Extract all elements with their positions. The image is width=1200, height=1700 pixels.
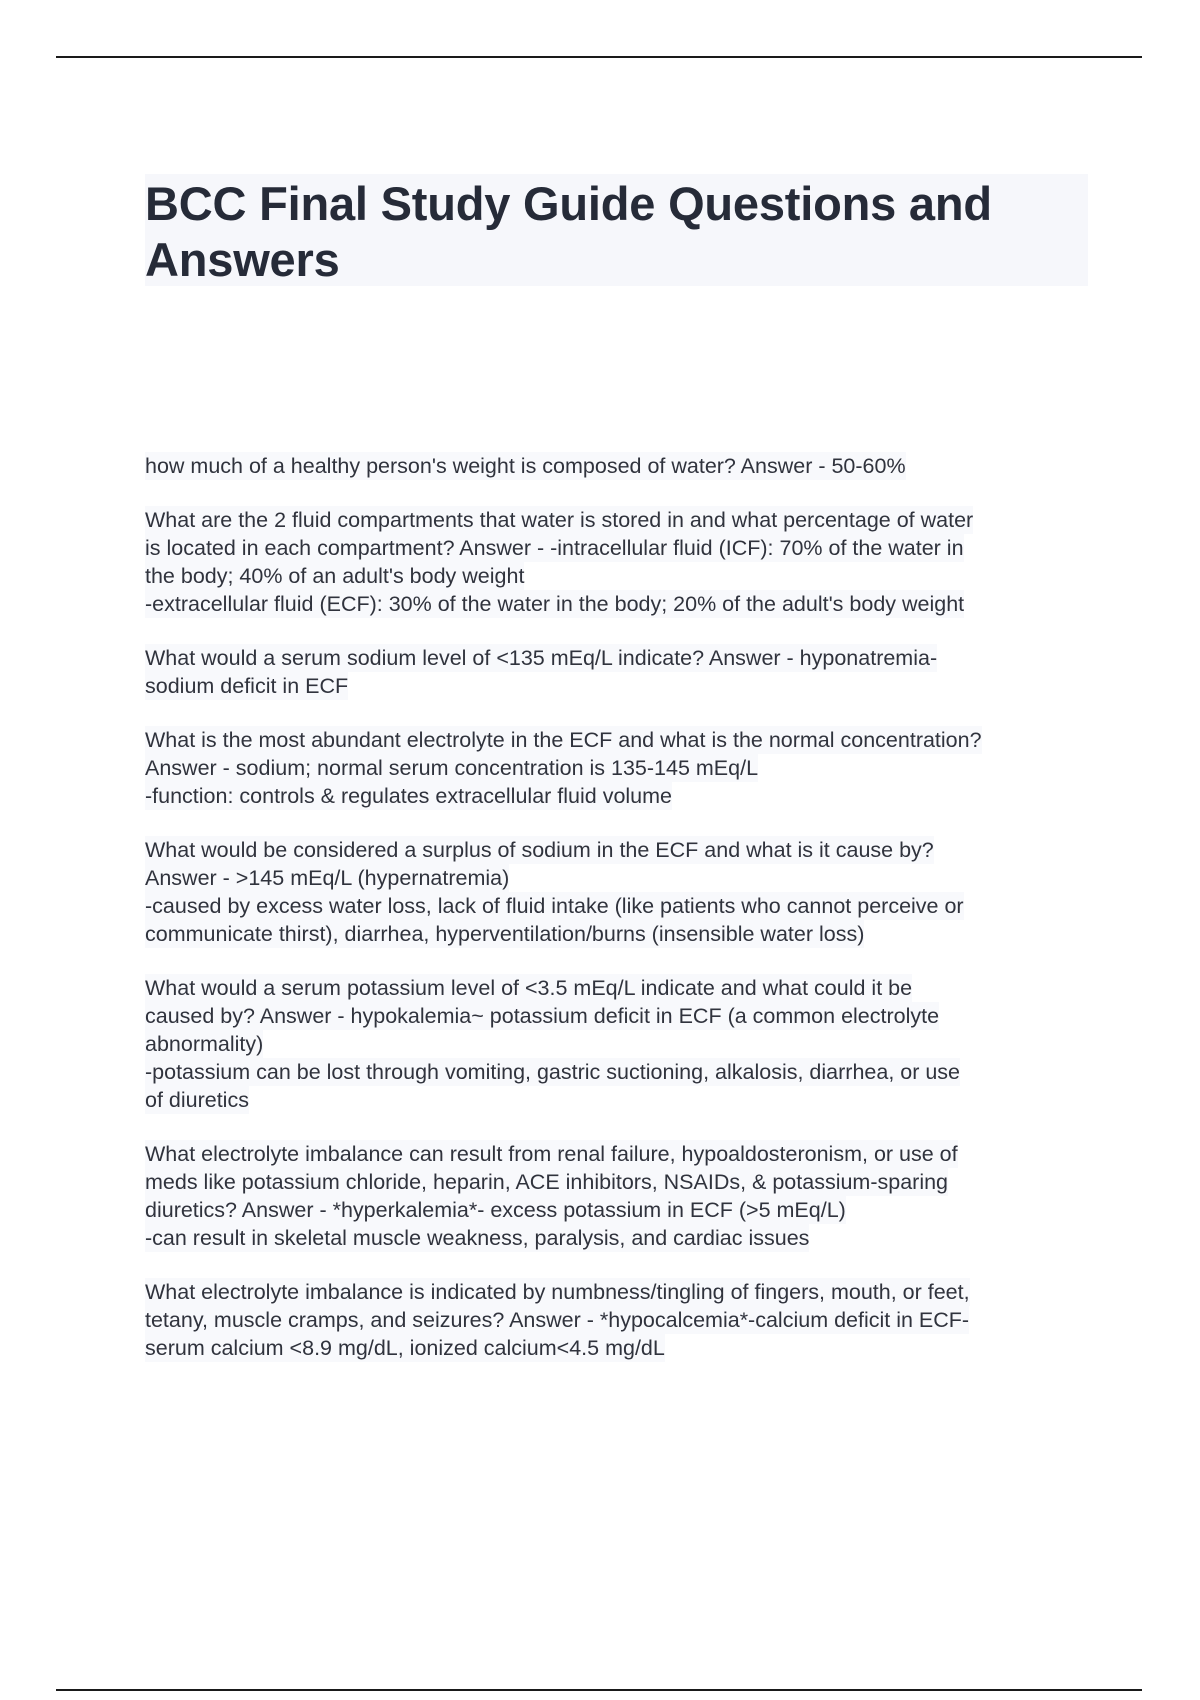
- qa-line: diuretics? Answer - *hyperkalemia*- excess potassium in ECF (>5 mEq/L): [145, 1198, 846, 1222]
- qa-line: caused by? Answer - hypokalemia~ potassium deficit in ECF (a common electrolyte: [145, 1004, 940, 1028]
- qa-line: -can result in skeletal muscle weakness, paralysis, and cardiac issues: [145, 1226, 810, 1250]
- qa-item: [145, 644, 1090, 700]
- qa-line: What electrolyte imbalance is indicated by numbness/tingling of fingers, mouth, or feet,: [145, 1280, 970, 1304]
- qa-line: serum calcium <8.9 mg/dL, ionized calcium<4.5 mg/dL: [145, 1336, 665, 1360]
- qa-item: [145, 726, 1090, 810]
- qa-line: -potassium can be lost through vomiting, gastric suctioning, alkalosis, diarrhea, or use: [145, 1060, 961, 1084]
- qa-line: abnormality): [145, 1032, 264, 1056]
- qa-line: What would be considered a surplus of sodium in the ECF and what is it cause by?: [145, 838, 934, 862]
- qa-line: What electrolyte imbalance can result from renal failure, hypoaldosteronism, or use of: [145, 1142, 958, 1166]
- qa-line: -caused by excess water loss, lack of fluid intake (like patients who cannot perceive or: [145, 894, 964, 918]
- qa-line: What would a serum potassium level of <3.5 mEq/L indicate and what could it be: [145, 976, 913, 1000]
- title-block: [145, 174, 1088, 286]
- qa-item: [145, 836, 1090, 948]
- qa-item: [145, 1278, 1090, 1362]
- qa-line: -extracellular fluid (ECF): 30% of the water in the body; 20% of the adult's body weight: [145, 592, 965, 616]
- qa-line: Answer - sodium; normal serum concentration is 135-145 mEq/L: [145, 756, 759, 780]
- qa-line: is located in each compartment? Answer - -intracellular fluid (ICF): 70% of the water in: [145, 536, 964, 560]
- qa-line: how much of a healthy person's weight is composed of water? Answer - 50-60%: [145, 454, 906, 478]
- qa-line: communicate thirst), diarrhea, hyperventilation/burns (insensible water loss): [145, 922, 865, 946]
- top-divider: [56, 56, 1142, 58]
- qa-item: [145, 974, 1090, 1114]
- qa-line: Answer - >145 mEq/L (hypernatremia): [145, 866, 510, 890]
- qa-line: of diuretics: [145, 1088, 249, 1112]
- qa-line: -function: controls & regulates extracellular fluid volume: [145, 784, 673, 808]
- page-title: BCC Final Study Guide Questions and Answers: [145, 177, 992, 286]
- bottom-divider: [56, 1689, 1142, 1691]
- qa-line: What are the 2 fluid compartments that water is stored in and what percentage of water: [145, 508, 974, 532]
- qa-list: [145, 452, 1090, 1388]
- qa-line: What is the most abundant electrolyte in the ECF and what is the normal concentration?: [145, 728, 982, 752]
- qa-line: What would a serum sodium level of <135 mEq/L indicate? Answer - hyponatremia-: [145, 646, 938, 670]
- qa-item: [145, 506, 1090, 618]
- qa-line: the body; 40% of an adult's body weight: [145, 564, 525, 588]
- qa-line: sodium deficit in ECF: [145, 674, 349, 698]
- qa-item: [145, 1140, 1090, 1252]
- qa-line: meds like potassium chloride, heparin, ACE inhibitors, NSAIDs, & potassium-sparing: [145, 1170, 949, 1194]
- qa-item: [145, 452, 1090, 480]
- qa-line: tetany, muscle cramps, and seizures? Answer - *hypocalcemia*-calcium deficit in ECF-: [145, 1308, 970, 1332]
